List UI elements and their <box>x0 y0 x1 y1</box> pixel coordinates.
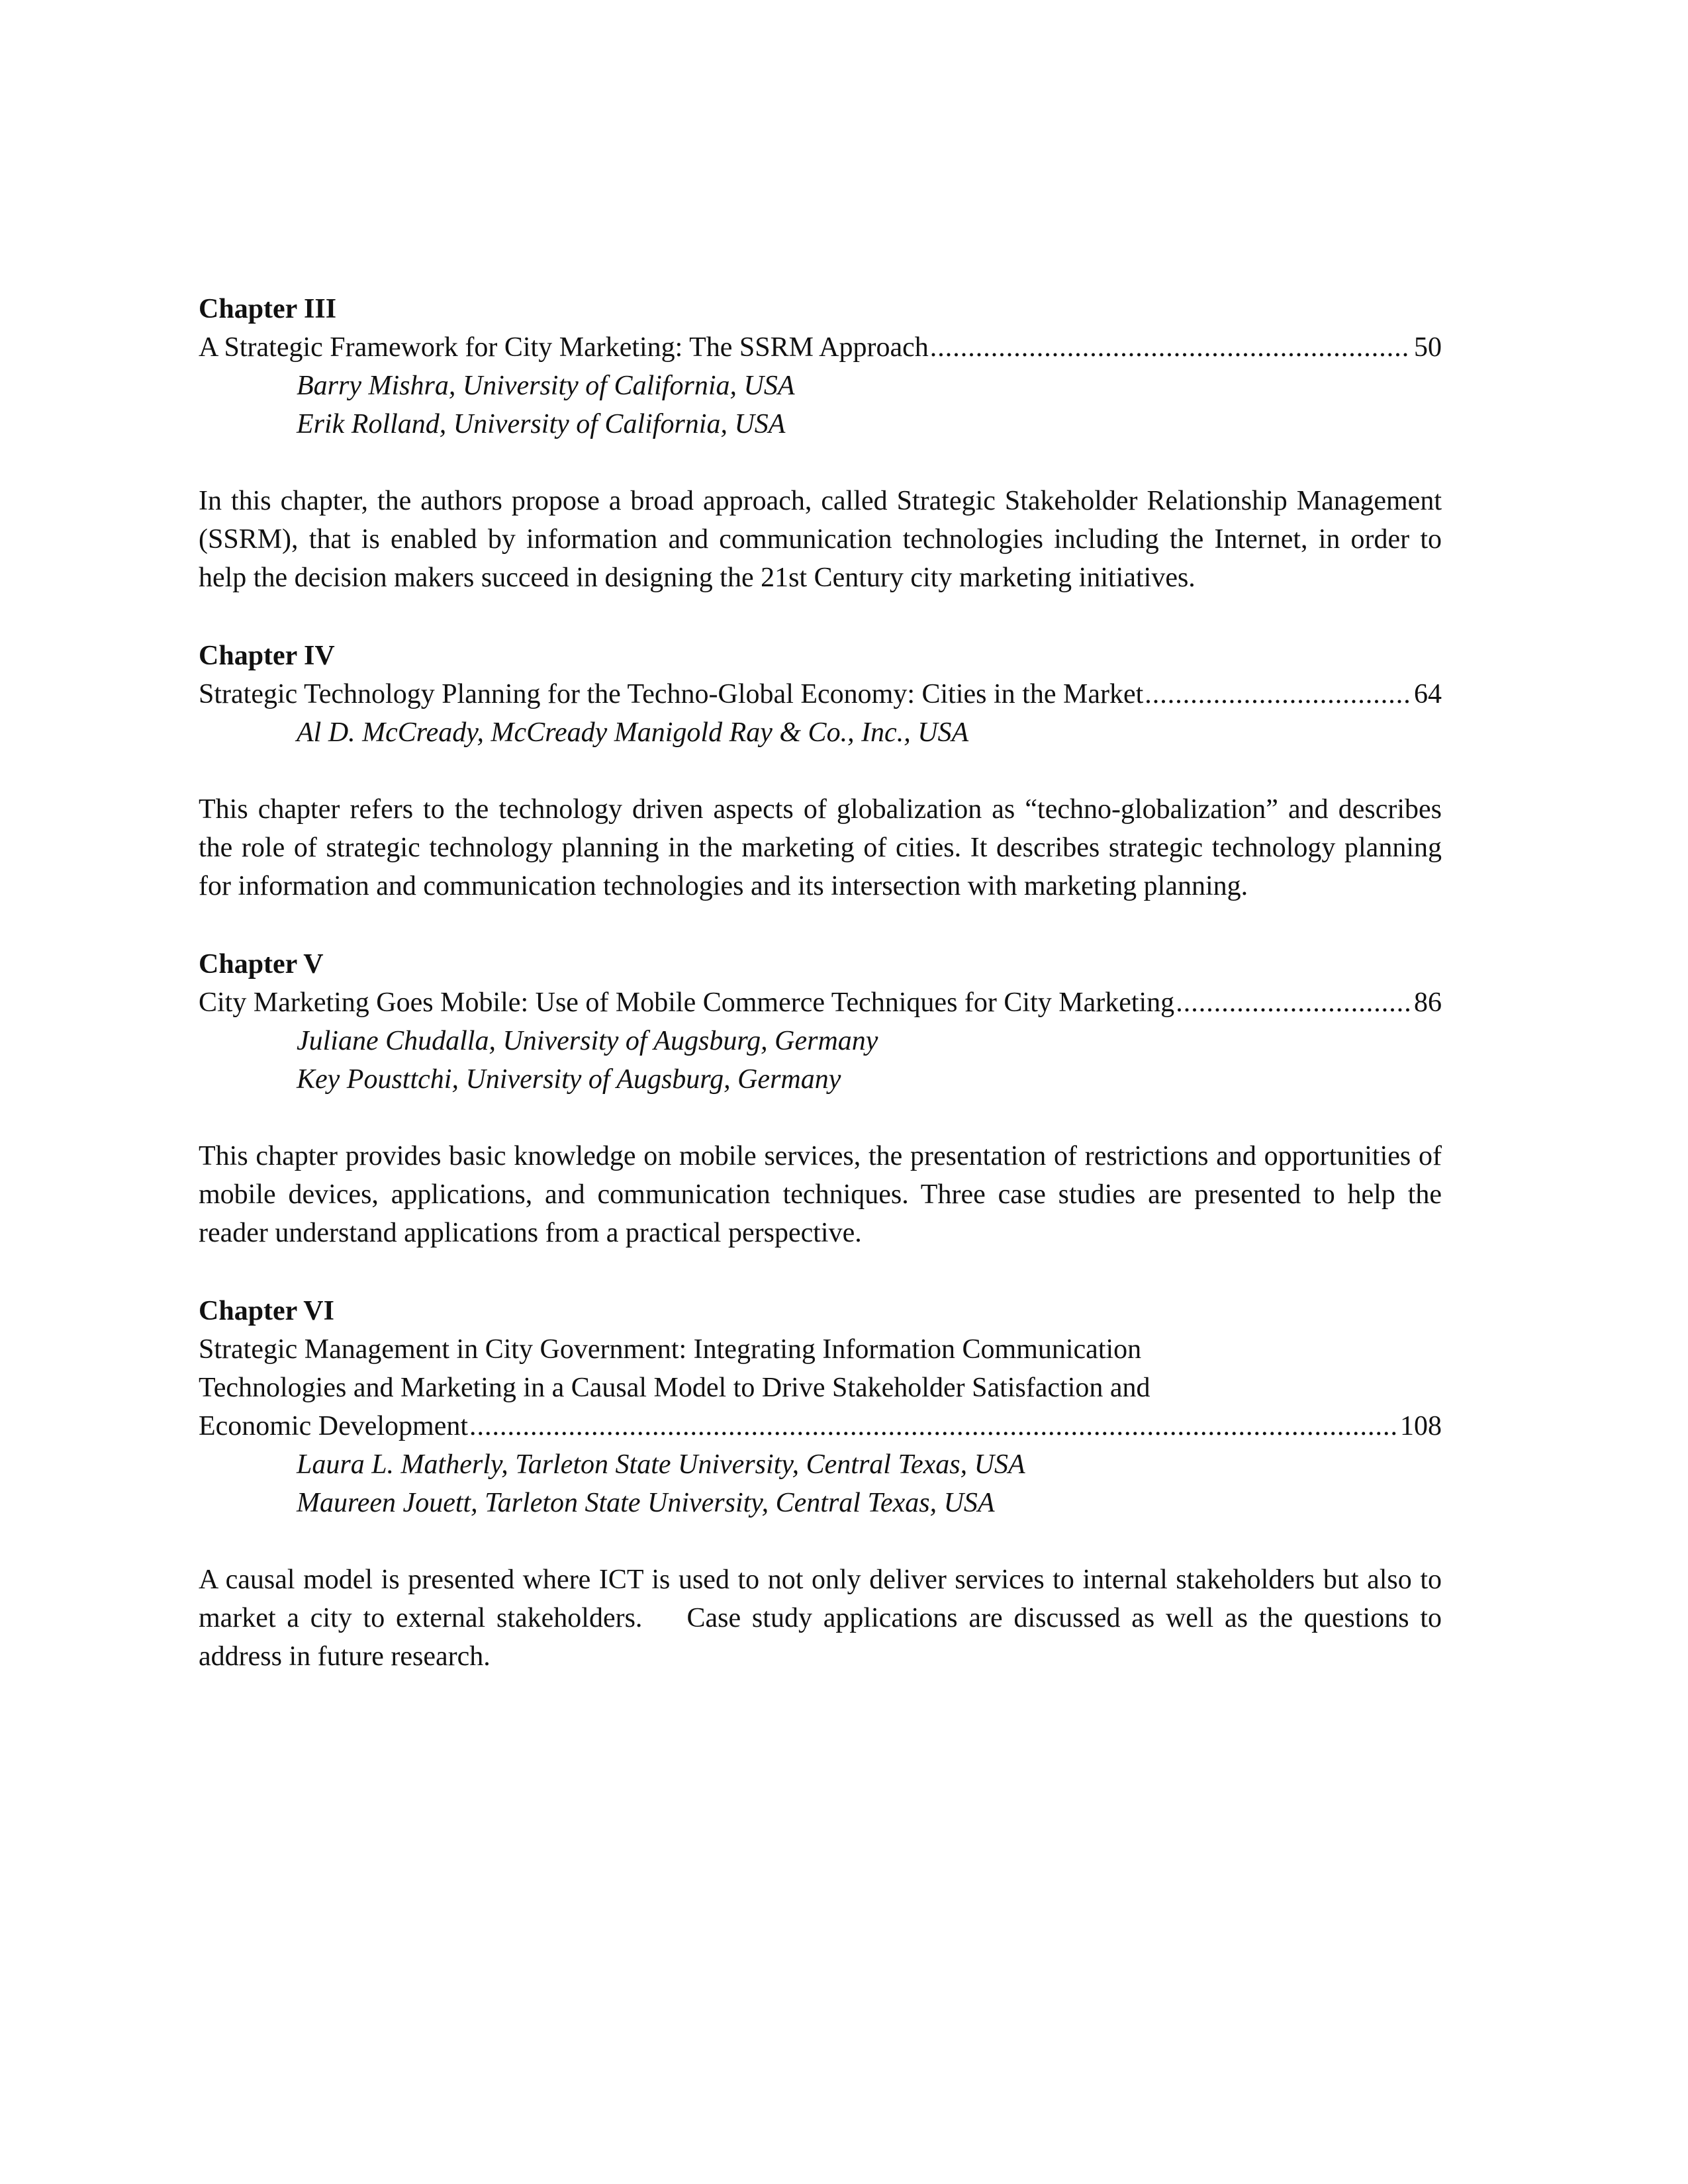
chapter-author: Barry Mishra, University of California, USA <box>297 371 795 401</box>
chapter-entry <box>199 945 1442 1252</box>
chapter-abstract: This chapter provides basic knowledge on mobile services, the presentation of restrictions and opportunities of mobile devices, applications, and communication techniques. Three case studies are presented to help the reader understand applications from a practical perspective. <box>199 1141 1442 1248</box>
chapter-author: Al D. McCready, McCready Manigold Ray & Co., Inc., USA <box>297 717 969 748</box>
chapter-title-line[interactable]: Strategic Management in City Government: Integrating Information Communication <box>199 1334 1142 1365</box>
chapter-label: Chapter VI <box>199 1296 334 1326</box>
table-of-contents <box>199 290 1442 1715</box>
chapter-title-line[interactable] <box>199 328 1442 367</box>
chapter-author: Erik Rolland, University of California, USA <box>297 409 786 439</box>
chapter-label: Chapter IV <box>199 641 335 671</box>
chapter-label: Chapter V <box>199 949 324 979</box>
leader-dots <box>930 328 1410 367</box>
chapter-author: Key Pousttchi, University of Augsburg, Germany <box>297 1064 841 1095</box>
chapter-abstract: This chapter refers to the technology driven aspects of globalization as “techno-globalization” and describes the role of strategic technology planning in the marketing of cities. It describes strategic technology planning for information and communication technologies and its intersection with marketing planning. <box>199 794 1442 901</box>
chapter-author: Maureen Jouett, Tarleton State University, Central Texas, USA <box>297 1488 995 1518</box>
chapter-title-line[interactable]: Technologies and Marketing in a Causal Model to Drive Stakeholder Satisfaction and <box>199 1373 1150 1403</box>
chapter-title-line[interactable] <box>199 675 1442 713</box>
page-number: 108 <box>1400 1411 1442 1441</box>
leader-dots <box>1145 675 1410 713</box>
chapter-title: A Strategic Framework for City Marketing: The SSRM Approach <box>199 332 929 363</box>
page-number: 64 <box>1414 679 1442 709</box>
leader-dots <box>469 1407 1396 1445</box>
page-number: 86 <box>1414 987 1442 1018</box>
chapter-entry <box>199 1292 1442 1676</box>
chapter-title: City Marketing Goes Mobile: Use of Mobile Commerce Techniques for City Marketing <box>199 987 1175 1018</box>
leader-dots <box>1176 983 1410 1022</box>
chapter-author: Juliane Chudalla, University of Augsburg, Germany <box>297 1026 878 1056</box>
page-number: 50 <box>1414 332 1442 363</box>
chapter-title: Economic Development <box>199 1411 469 1441</box>
chapter-label: Chapter III <box>199 294 337 324</box>
chapter-abstract: A causal model is presented where ICT is used to not only deliver services to internal stakeholders but also to market a city to external stakeholders. Case study applications are discussed as well as the questions to address in future research. <box>199 1565 1442 1672</box>
chapter-title-line[interactable] <box>199 1407 1442 1445</box>
chapter-author: Laura L. Matherly, Tarleton State University, Central Texas, USA <box>297 1449 1025 1480</box>
chapter-abstract: In this chapter, the authors propose a broad approach, called Strategic Stakeholder Relationship Management (SSRM), that is enabled by information and communication technologies including the Internet, in order to help the decision makers succeed in designing the 21st Century city marketing initiatives. <box>199 486 1442 593</box>
chapter-title-line[interactable] <box>199 983 1442 1022</box>
chapter-entry <box>199 290 1442 597</box>
chapter-entry <box>199 637 1442 905</box>
chapter-title: Strategic Technology Planning for the Techno-Global Economy: Cities in the Market <box>199 679 1144 709</box>
